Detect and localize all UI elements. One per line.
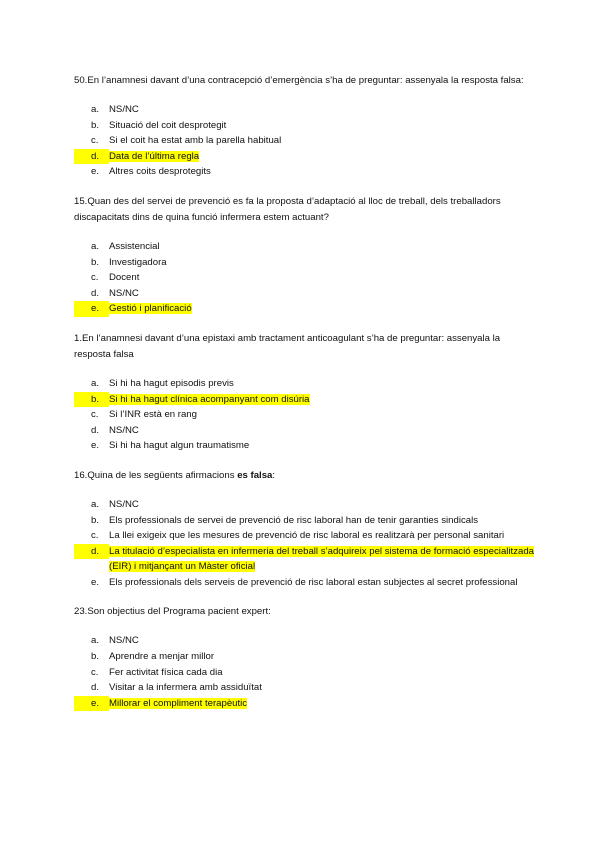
question-50 — [74, 73, 534, 180]
option-letter: b. — [91, 256, 100, 268]
option-letter: c. — [91, 530, 99, 542]
option-a — [74, 633, 534, 649]
option-text: NS/NC — [109, 635, 139, 647]
option-a — [74, 497, 534, 513]
option-letter: e. — [74, 696, 109, 712]
option-letter: a. — [91, 635, 100, 647]
option-text: Fer activitat física cada dia — [109, 666, 223, 678]
option-a — [74, 102, 534, 118]
option-letter: d. — [91, 682, 100, 694]
emphasis-text: es falsa — [237, 469, 273, 481]
option-letter: c. — [91, 409, 99, 421]
option-text: NS/NC — [109, 498, 139, 510]
option-e — [74, 301, 534, 317]
option-c — [74, 133, 534, 149]
option-text: Si el coit ha estat amb la parella habitual — [109, 135, 282, 147]
option-b — [74, 649, 534, 665]
option-list — [74, 497, 534, 591]
question-text: 16.Quina de les següents afirmacions es falsa: — [74, 469, 276, 481]
option-letter: e. — [74, 301, 109, 317]
option-d — [74, 423, 534, 439]
option-text: Els professionals de servei de prevenció de risc laboral han de tenir garanties sindicals — [109, 514, 479, 526]
option-text: Situació del coit desprotegit — [109, 119, 227, 131]
option-text-highlighted: Data de l’última regla — [109, 150, 200, 162]
option-b — [74, 255, 534, 271]
option-text: Els professionals dels serveis de prevenció de risc laboral estan subjectes al secret professional — [109, 576, 518, 588]
option-letter: d. — [91, 424, 100, 436]
quiz-content — [74, 73, 534, 711]
option-text: Visitar a la infermera amb assiduïtat — [109, 682, 262, 694]
question-text: 15.Quan des del servei de prevenció es fa la proposta d’adaptació al lloc de treball, dels treballadors discapacitats dins de quina funció infermera estem actuant? — [74, 195, 501, 223]
option-letter: a. — [91, 377, 100, 389]
option-text: Altres coits desprotegits — [109, 166, 211, 178]
question-23 — [74, 604, 534, 711]
option-e — [74, 438, 534, 454]
option-text-highlighted: La titulació d’especialista en infermeria del treball s’adquireix pel sistema de formació especialitzada (EIR) i mitjançant un Màster oficial — [109, 545, 535, 573]
option-c — [74, 528, 534, 544]
option-text: Si hi ha hagut algun traumatisme — [109, 440, 250, 452]
option-list — [74, 633, 534, 711]
option-b — [74, 513, 534, 529]
option-letter: b. — [91, 651, 100, 663]
option-d — [74, 680, 534, 696]
option-text: NS/NC — [109, 424, 139, 436]
question-text: 23.Son objectius del Programa pacient expert: — [74, 606, 271, 618]
option-a — [74, 239, 534, 255]
question-15 — [74, 194, 534, 317]
option-b — [74, 392, 534, 408]
option-c — [74, 407, 534, 423]
option-letter: b. — [74, 392, 109, 408]
option-text: La llei exigeix que les mesures de prevenció de risc laboral es realitzarà per personal sanitari — [109, 530, 505, 542]
option-letter: e. — [91, 576, 100, 588]
option-text-highlighted: Millorar el compliment terapèutic — [109, 697, 248, 709]
option-letter: c. — [91, 135, 99, 147]
option-e — [74, 164, 534, 180]
option-text: Investigadora — [109, 256, 167, 268]
option-text: Si hi ha hagut episodis previs — [109, 377, 234, 389]
option-text-highlighted: Si hi ha hagut clínica acompanyant com disúria — [109, 393, 310, 405]
option-e — [74, 696, 534, 712]
option-letter: a. — [91, 104, 100, 115]
question-text: 50.En l’anamnesi davant d’una contracepció d’emergència s’ha de preguntar: assenyala la resposta falsa: — [74, 75, 524, 86]
option-list — [74, 102, 534, 180]
option-e — [74, 575, 534, 591]
option-a — [74, 376, 534, 392]
option-letter: d. — [74, 544, 109, 560]
option-letter: e. — [91, 440, 100, 452]
question-16 — [74, 468, 534, 591]
option-text-highlighted: Gestió i planificació — [109, 303, 192, 315]
option-text: Aprendre a menjar millor — [109, 651, 215, 663]
option-d — [74, 286, 534, 302]
option-d — [74, 149, 534, 165]
option-letter: d. — [74, 149, 109, 165]
option-text: Assistencial — [109, 240, 160, 252]
option-letter: a. — [91, 240, 100, 252]
option-letter: a. — [91, 498, 100, 510]
option-list — [74, 376, 534, 454]
option-letter: c. — [91, 272, 99, 284]
option-c — [74, 270, 534, 286]
option-d — [74, 544, 534, 575]
question-text: 1.En l’anamnesi davant d’una epistaxi amb tractament anticoagulant s’ha de preguntar: assenyala la resposta falsa — [74, 332, 501, 360]
option-text: Docent — [109, 272, 140, 284]
option-c — [74, 665, 534, 681]
option-letter: d. — [91, 287, 100, 299]
option-letter: c. — [91, 666, 99, 678]
option-letter: b. — [91, 514, 100, 526]
option-text: Si l’INR està en rang — [109, 409, 197, 421]
option-letter: b. — [91, 119, 100, 131]
question-1 — [74, 331, 534, 454]
option-text: NS/NC — [109, 104, 139, 115]
option-list — [74, 239, 534, 317]
option-b — [74, 118, 534, 134]
option-text: NS/NC — [109, 287, 139, 299]
option-letter: e. — [91, 166, 100, 178]
